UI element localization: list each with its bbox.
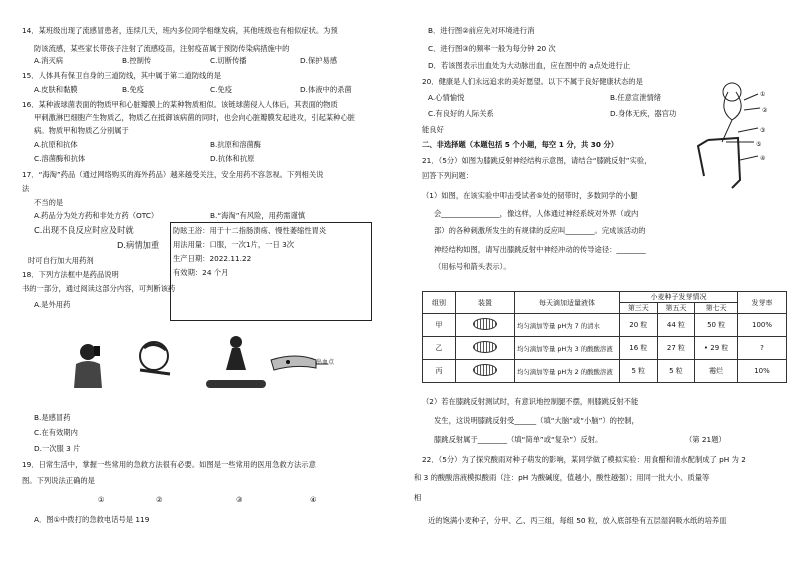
q17-stem: 17．“海淘”药品（通过网络购买的海外药品）越来越受关注，安全用药不容忽视。下列相关说 (22, 170, 324, 179)
right-column (400, 0, 794, 562)
row-day3: 5 粒 (620, 360, 658, 383)
row-liquid: 均匀滴加等量 pH为 7 的清水 (515, 314, 620, 337)
fig-num-4: ④ (310, 495, 317, 504)
th-rate: 发芽率 (738, 292, 787, 314)
diagram-label-2: ② (762, 107, 768, 114)
th-liquid: 每天滴加适量液体 (515, 292, 620, 314)
airway-figure (140, 342, 170, 374)
q18-option-a: A.是外用药 (34, 300, 71, 309)
row-liquid: 均匀滴加等量 pH为 3 的酸酸溶液 (515, 337, 620, 360)
q17-stem-2: 法 (22, 184, 30, 193)
row-day5: 44 粒 (657, 314, 695, 337)
row-group: 丙 (423, 360, 456, 383)
table-row (423, 314, 787, 337)
drug-label-line-3: 生产日期：2022.11.22 (173, 254, 252, 263)
q17-option-a: A.药品分为处方药和非处方药（OTC） (34, 211, 159, 220)
row-day5: 27 粒 (657, 337, 695, 360)
q19-option-d: D．若该图表示出血处为大动脉出血，应在图中的 a点处进行止 (428, 61, 631, 70)
fig-num-2: ② (156, 495, 163, 504)
table-row (423, 337, 787, 360)
q21-part1-line2: 会________________，像这样，人体通过神经系统对外界（或内 (434, 209, 639, 218)
q15-stem: 15．人体具有保卫自身的三道防线，其中属于第二道防线的是 (22, 71, 222, 80)
q17-option-c: C.出现不良反应时应及时就 (34, 225, 134, 235)
drug-label-line-4: 有效期：24 个月 (173, 268, 229, 277)
section-heading: 二、非选择题（本题包括 5 个小题，每空 1 分，共 30 分） (422, 140, 619, 149)
q19-option-c: C．进行图③的频率一般为每分钟 20 次 (428, 44, 556, 53)
q17-option-b: B.“海淘”有风险，用药需谨慎 (210, 211, 306, 220)
q16-option-b: B.抗原和溶菌酶 (210, 140, 262, 149)
q14-option-c: C.切断传播 (210, 56, 247, 65)
bleeding-point-label: 出血点 (316, 359, 335, 366)
row-day3: 20 粒 (620, 314, 658, 337)
row-rate: ? (738, 337, 787, 360)
th-day7: 第七天 (695, 303, 738, 314)
row-day7: 霉烂 (695, 360, 738, 383)
q18-stem: 18．下列方法框中是药品说明 (22, 270, 119, 279)
petri-dish-icon (456, 314, 515, 337)
q17-option-d: D.病情加重 (117, 240, 160, 250)
q15-option-b: B.免疫 (122, 85, 144, 94)
row-group: 甲 (423, 314, 456, 337)
q18-option-c: C.在有效期内 (34, 428, 78, 437)
q17-stem-3: 不当的是 (34, 198, 64, 207)
q18-option-b: B.是感冒药 (34, 413, 71, 422)
q22-line4: 近的饱满小麦种子，分甲、乙、丙三组，每组 50 粒，放入底部垫有五层湿润吸水纸的培养皿 (428, 516, 727, 525)
petri-dish-icon (456, 337, 515, 360)
drug-label-line-2: 用法用量：口服，一次1片，一日 3次 (173, 240, 295, 249)
row-day3: 16 粒 (620, 337, 658, 360)
q21-part2: （2）若在膝跳反射测试时，有意识地控制腿不摆，则膝跳反射不能 (422, 397, 639, 406)
q21-part1-line5: （用标号和箭头表示）。 (434, 262, 511, 271)
row-rate: 10% (738, 360, 787, 383)
q16-option-d: D.抗体和抗原 (210, 154, 255, 163)
germination-table (422, 291, 787, 383)
row-day7: • 29 粒 (695, 337, 738, 360)
q20-option-b: B.任意宣泄情绪 (610, 93, 662, 102)
fig-num-1: ① (98, 495, 105, 504)
q22-line2: 和 3 的酸酸溶液模拟酸雨（注：pH 为酸碱度，值越小，酸性越强）；用同一批大小、质量等 (414, 473, 710, 482)
q21-part2-line2: 发生，这说明膝跳反射受______（填“大脑”或“小脑”）的控制， (434, 416, 639, 425)
q19-option-b: B．进行图②前应先对环境进行消 (428, 26, 535, 35)
th-day3: 第三天 (620, 303, 658, 314)
th-device: 装置 (456, 292, 515, 314)
q19-option-a: A．图①中拨打的急救电话号是 119 (34, 515, 150, 524)
petri-dish-icon (456, 360, 515, 383)
q15-option-c: C.免疫 (210, 85, 233, 94)
drug-label-box (170, 222, 372, 321)
q19-stem-2: 图。下列说法正确的是 (22, 476, 95, 485)
q21-figure-caption: （第 21题） (685, 435, 726, 444)
phone-call-figure (74, 344, 102, 388)
q14-stem-2: 防该流感，某些家长带孩子注射了流感疫苗，注射疫苗属于预防传染病措施中的 (34, 44, 290, 53)
q15-option-a: A.皮肤和黏膜 (34, 85, 78, 94)
fig-num-3: ③ (236, 495, 243, 504)
q21-stem: 21．（5分）如图为膝跳反射神经结构示意图，请结合“膝跳反射”实验， (422, 156, 652, 165)
diagram-label-3: ③ (760, 127, 766, 134)
q18-option-d: D.一次服 3 片 (34, 444, 81, 453)
q22-line1: 22．（5分）为了探究酸雨对种子萌发的影响，某同学做了模拟实验：用食醋和清水配制成了 pH 为 2 (422, 455, 746, 464)
q16-stem-3: 病。物质甲和物质乙分别属于 (34, 126, 129, 135)
q20-option-c: C.有良好的人际关系 (428, 109, 494, 118)
th-status: 小麦种子发芽情况 (620, 292, 738, 303)
q22-line3: 相 (414, 493, 422, 502)
q19-stem: 19．日常生活中，掌握一些常用的急救方法很有必要。如图是一些常用的医用急救方法示意 (22, 460, 316, 469)
q21-part1-line4: 神经结构如图，请写出膝跳反射中神经冲动的传导途径：________ (434, 245, 646, 254)
q15-option-d: D.体液中的杀菌 (300, 85, 352, 94)
th-group: 组别 (423, 292, 456, 314)
q20-option-d: D.身体无疾，器官功 (610, 109, 677, 118)
diagram-label-4: ④ (760, 155, 766, 162)
q16-stem: 16．某种液球菌表面的物质甲和心脏瓣膜上的某种物质相似。该链球菌侵入人体后，其表面的物质 (22, 100, 338, 109)
row-group: 乙 (423, 337, 456, 360)
q14-option-d: D.保护易感 (300, 56, 338, 65)
q16-option-c: C.溶菌酶和抗体 (34, 154, 86, 163)
q14-option-b: B.控制传 (122, 56, 152, 65)
q16-option-a: A.抗原和抗体 (34, 140, 78, 149)
table-row (423, 360, 787, 383)
q18-stem-2: 书的一部分，通过阅读这部分内容，可判断该药 (22, 284, 176, 293)
q20-option-a: A.心情愉悦 (428, 93, 465, 102)
q21-part2-line3: 膝跳反射属于________（填“简单”或“复杂”）反射。 (434, 435, 603, 444)
row-liquid: 均匀滴加等量 pH为 2 的酸酸溶液 (515, 360, 620, 383)
cpr-figure (206, 336, 266, 388)
row-rate: 100% (738, 314, 787, 337)
q14-option-a: A.消灭病 (34, 56, 64, 65)
diagram-label-5: ⑤ (756, 141, 762, 148)
q16-stem-2: 甲刺激淋巴细胞产生物质乙，物质乙在抵御该病菌的同时，也会向心脏瓣膜发起进攻，引起某种心脏 (34, 113, 356, 122)
th-day5: 第五天 (657, 303, 695, 314)
q21-stem-2: 回答下列问题： (422, 171, 474, 180)
q21-part1-line3: 部）的各种刺激所发生的有规律的反应叫________。完成该活动的 (434, 226, 646, 235)
row-day7: 50 粒 (695, 314, 738, 337)
first-aid-illustrations (66, 330, 336, 400)
q20-stem: 20．健康是人们永远追求的美好愿望。以下不属于良好健康状态的是 (422, 77, 643, 86)
diagram-label-1: ① (760, 91, 766, 98)
q20-option-d-cont: 能良好 (422, 125, 444, 134)
q14-stem: 14．某班级出现了流感冒患者，连续几天，班内多位同学相继发病，其他班级也有相似症状。为预 (22, 26, 338, 35)
row-day5: 5 粒 (657, 360, 695, 383)
drug-label-line-1: 防眩王浴：用于十二指肠溃疡、慢性萎缩性胃炎 (173, 226, 327, 235)
q17-option-d-cont: 时可自行加大用药剂 (28, 256, 94, 265)
q21-part1: （1）如图，在该实验中叩击受试者⑤处的韧带时，多数同学的小腿 (422, 191, 638, 200)
